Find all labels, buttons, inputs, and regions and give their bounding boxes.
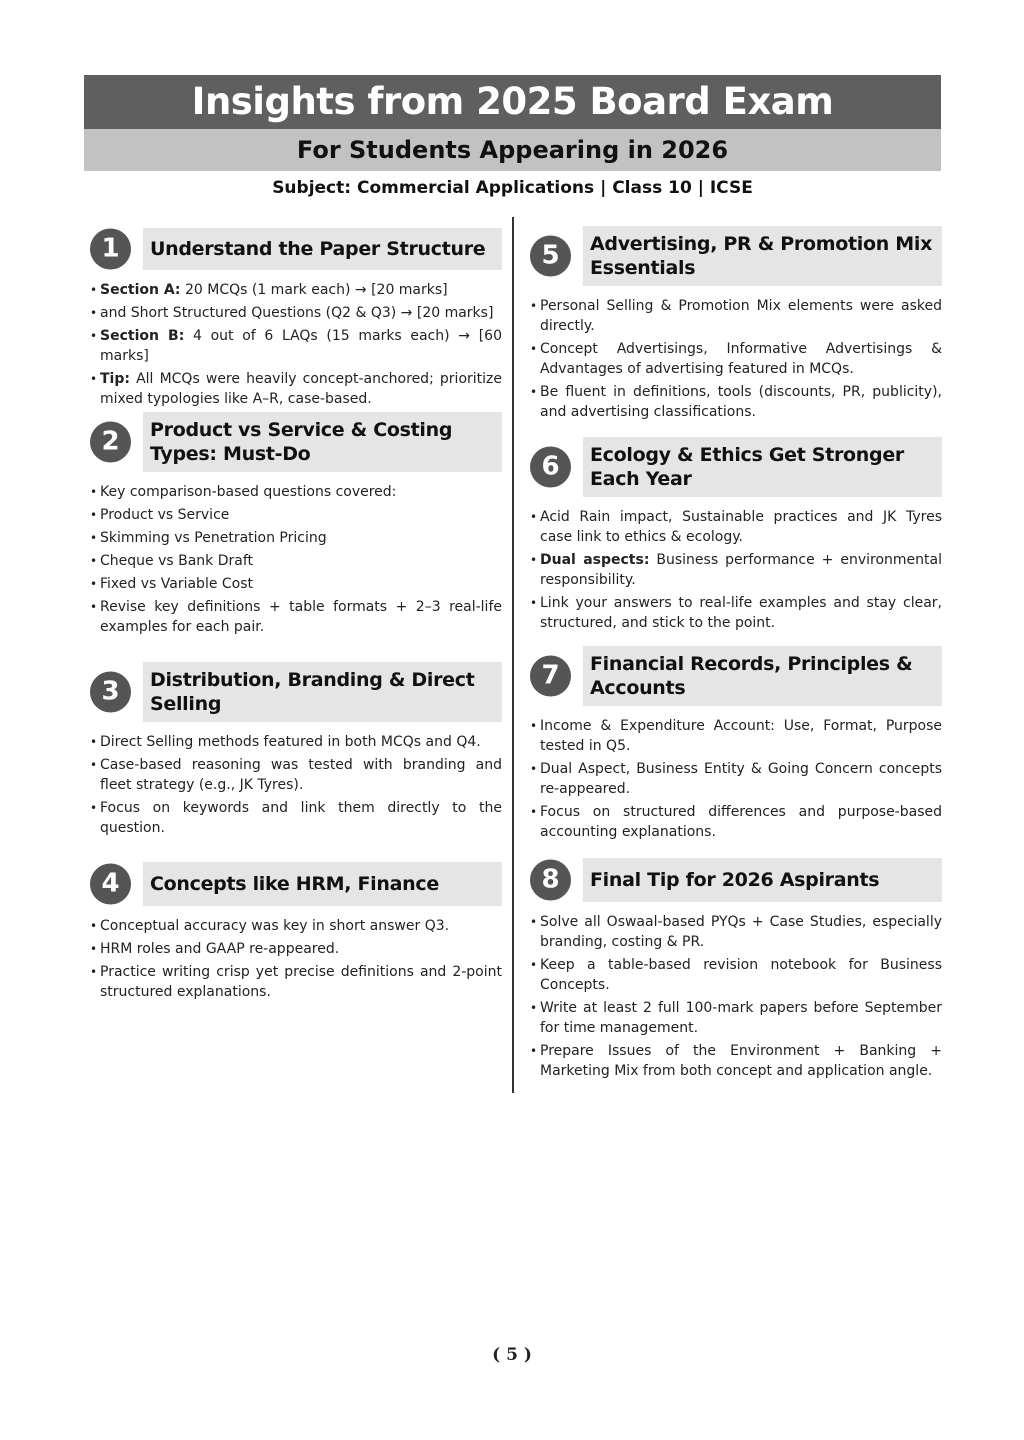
subject-line: Subject: Commercial Applications | Class 10 | ICSE	[272, 178, 753, 198]
list-item: • Product vs Service	[90, 505, 502, 525]
section-title: Advertising, PR & Promotion Mix Essentials	[583, 226, 942, 286]
section-6	[530, 437, 942, 636]
section-title: Ecology & Ethics Get Stronger Each Year	[583, 437, 942, 497]
section-number-badge: 2	[90, 422, 131, 463]
list-item: • Revise key definitions + table formats + 2–3 real-life examples for each pair.	[90, 597, 502, 637]
list-item: • Fixed vs Variable Cost	[90, 574, 502, 594]
list-item: • Case-based reasoning was tested with branding and fleet strategy (e.g., JK Tyres).	[90, 755, 502, 795]
section-title: Distribution, Branding & Direct Selling	[143, 662, 502, 722]
section-1	[90, 228, 502, 412]
bullet-list	[90, 482, 502, 637]
section-number-badge: 8	[530, 860, 571, 901]
list-item: • Link your answers to real-life examples and stay clear, structured, and stick to the point.	[530, 593, 942, 633]
list-item: • Dual Aspect, Business Entity & Going Concern concepts re-appeared.	[530, 759, 942, 799]
section-3	[90, 662, 502, 841]
list-item: • Section B: 4 out of 6 LAQs (15 marks each) → [60 marks]	[90, 326, 502, 366]
list-item: • Concept Advertisings, Informative Advertisings & Advantages of advertising featured in MCQs.	[530, 339, 942, 379]
bullet-list	[530, 296, 942, 422]
column-divider	[512, 217, 514, 1093]
list-item: • Personal Selling & Promotion Mix elements were asked directly.	[530, 296, 942, 336]
section-number-badge: 5	[530, 236, 571, 277]
bullet-list	[90, 916, 502, 1002]
section-2	[90, 412, 502, 640]
list-item: • Direct Selling methods featured in both MCQs and Q4.	[90, 732, 502, 752]
page-subtitle: For Students Appearing in 2026	[84, 129, 941, 171]
list-item: • Section A: 20 MCQs (1 mark each) → [20 marks]	[90, 280, 502, 300]
section-header	[90, 228, 502, 270]
section-header	[90, 412, 502, 472]
section-7	[530, 646, 942, 845]
list-item: • Acid Rain impact, Sustainable practices and JK Tyres case link to ethics & ecology.	[530, 507, 942, 547]
section-number-badge: 7	[530, 656, 571, 697]
bullet-list	[530, 507, 942, 633]
list-item: • Write at least 2 full 100-mark papers before September for time management.	[530, 998, 942, 1038]
page-number: ( 5 )	[492, 1345, 532, 1365]
section-title: Product vs Service & Costing Types: Must-Do	[143, 412, 502, 472]
list-item: • Focus on keywords and link them directly to the question.	[90, 798, 502, 838]
list-item: • Conceptual accuracy was key in short answer Q3.	[90, 916, 502, 936]
section-number-badge: 4	[90, 864, 131, 905]
section-5	[530, 226, 942, 425]
section-number-badge: 6	[530, 447, 571, 488]
section-4	[90, 862, 502, 1005]
page-title: Insights from 2025 Board Exam	[84, 75, 941, 129]
section-header	[90, 662, 502, 722]
list-item: • Income & Expenditure Account: Use, Format, Purpose tested in Q5.	[530, 716, 942, 756]
section-header	[530, 646, 942, 706]
list-item: • Key comparison-based questions covered:	[90, 482, 502, 502]
list-item: • Tip: All MCQs were heavily concept-anchored; prioritize mixed typologies like A–R, case-based.	[90, 369, 502, 409]
list-item: • Dual aspects: Business performance + environmental responsibility.	[530, 550, 942, 590]
list-item: • Keep a table-based revision notebook for Business Concepts.	[530, 955, 942, 995]
list-item: • Solve all Oswaal-based PYQs + Case Studies, especially branding, costing & PR.	[530, 912, 942, 952]
section-8	[530, 858, 942, 1084]
bullet-list	[90, 732, 502, 838]
section-title: Concepts like HRM, Finance	[143, 862, 502, 906]
section-header	[90, 862, 502, 906]
list-item: • Cheque vs Bank Draft	[90, 551, 502, 571]
section-number-badge: 1	[90, 229, 131, 270]
section-header	[530, 226, 942, 286]
section-title: Final Tip for 2026 Aspirants	[583, 858, 942, 902]
bullet-list	[530, 716, 942, 842]
list-item: • HRM roles and GAAP re-appeared.	[90, 939, 502, 959]
list-item: • Prepare Issues of the Environment + Banking + Marketing Mix from both concept and application angle.	[530, 1041, 942, 1081]
section-title: Financial Records, Principles & Accounts	[583, 646, 942, 706]
list-item: • and Short Structured Questions (Q2 & Q3) → [20 marks]	[90, 303, 502, 323]
bullet-list	[530, 912, 942, 1081]
bullet-list	[90, 280, 502, 409]
section-header	[530, 858, 942, 902]
section-number-badge: 3	[90, 672, 131, 713]
list-item: • Focus on structured differences and purpose-based accounting explanations.	[530, 802, 942, 842]
section-header	[530, 437, 942, 497]
list-item: • Skimming vs Penetration Pricing	[90, 528, 502, 548]
section-title: Understand the Paper Structure	[143, 228, 502, 270]
list-item: • Practice writing crisp yet precise definitions and 2-point structured explanations.	[90, 962, 502, 1002]
list-item: • Be fluent in definitions, tools (discounts, PR, publicity), and advertising classifications.	[530, 382, 942, 422]
